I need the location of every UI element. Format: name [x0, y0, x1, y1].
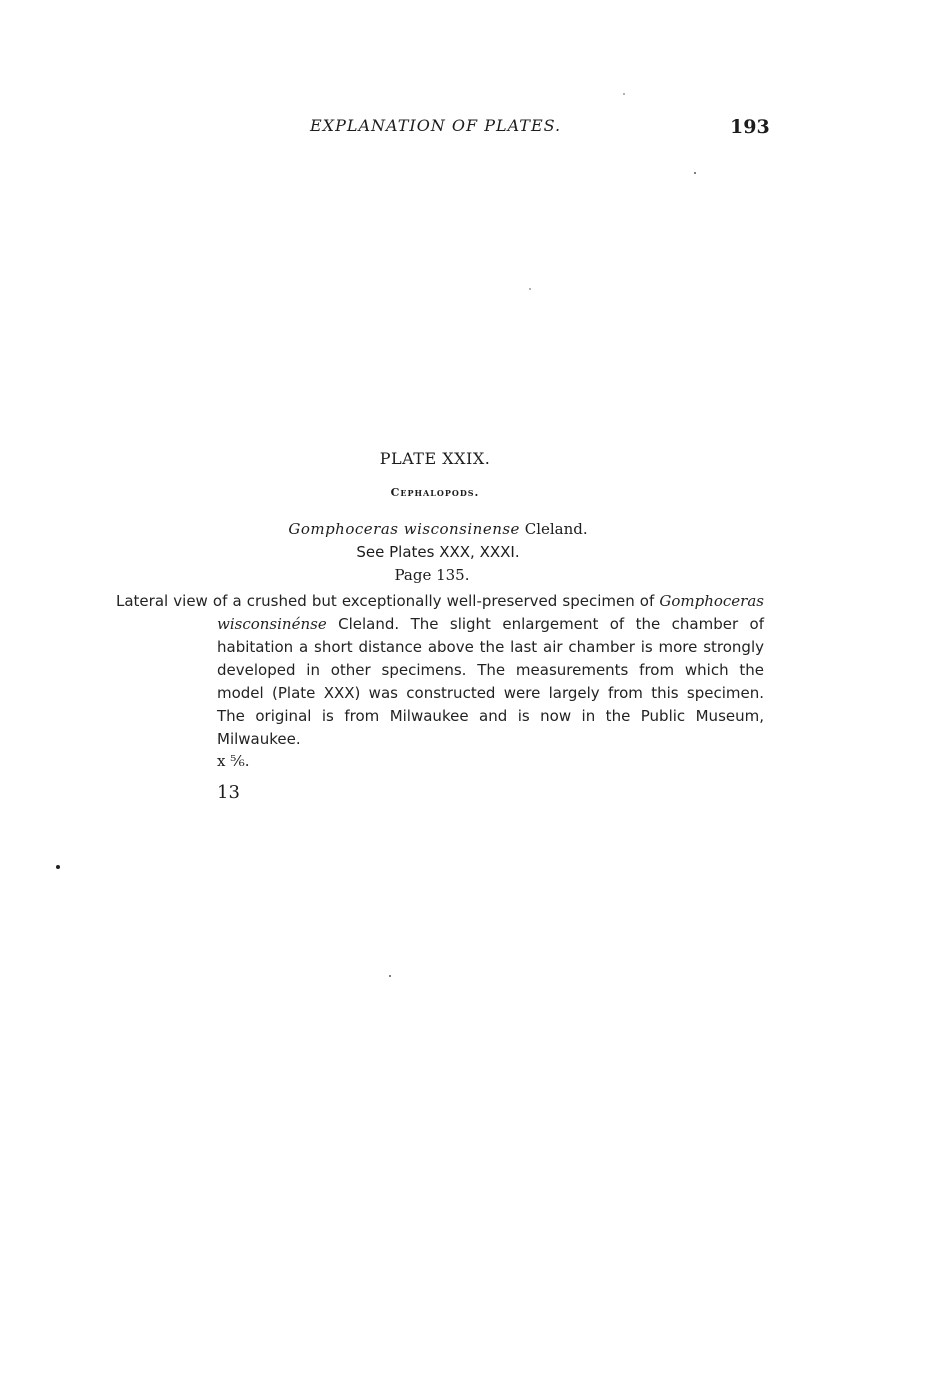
page-reference: Page 135. [394, 566, 470, 584]
scan-speck [623, 93, 625, 95]
plate-description [116, 590, 764, 751]
description-lead: Lateral view of a crushed but exceptionally well-preserved specimen of [116, 592, 655, 610]
description-species-name: Gomphoceras wisconsinénse [217, 592, 764, 633]
page-number: 193 [730, 116, 770, 138]
species-line [0, 520, 876, 538]
see-plates: See Plates XXX, XXXI. [356, 543, 520, 561]
scan-speck [694, 172, 696, 174]
scan-speck [56, 865, 60, 869]
section-title: Cephalopods. [390, 486, 480, 499]
species-author: Cleland. [524, 520, 588, 538]
description-body: Cleland. The slight enlargement of the chamber of habitation a short distance above the last air chamber is more strongly developed in other specimens. The measurements from which the model (Plate XXX) was constructed were largely from this specimen. The original is from Milwaukee and is now in the Public Museum, Milwaukee. [217, 615, 764, 748]
scan-speck [529, 288, 531, 290]
running-head: EXPLANATION OF PLATES. [310, 116, 562, 135]
signature-mark: 13 [217, 782, 240, 803]
plate-title: PLATE XXIX. [379, 449, 491, 468]
scan-speck [389, 975, 391, 977]
species-name: Gomphoceras wisconsinense [288, 520, 520, 538]
scale-note: x ⅚. [217, 752, 250, 770]
